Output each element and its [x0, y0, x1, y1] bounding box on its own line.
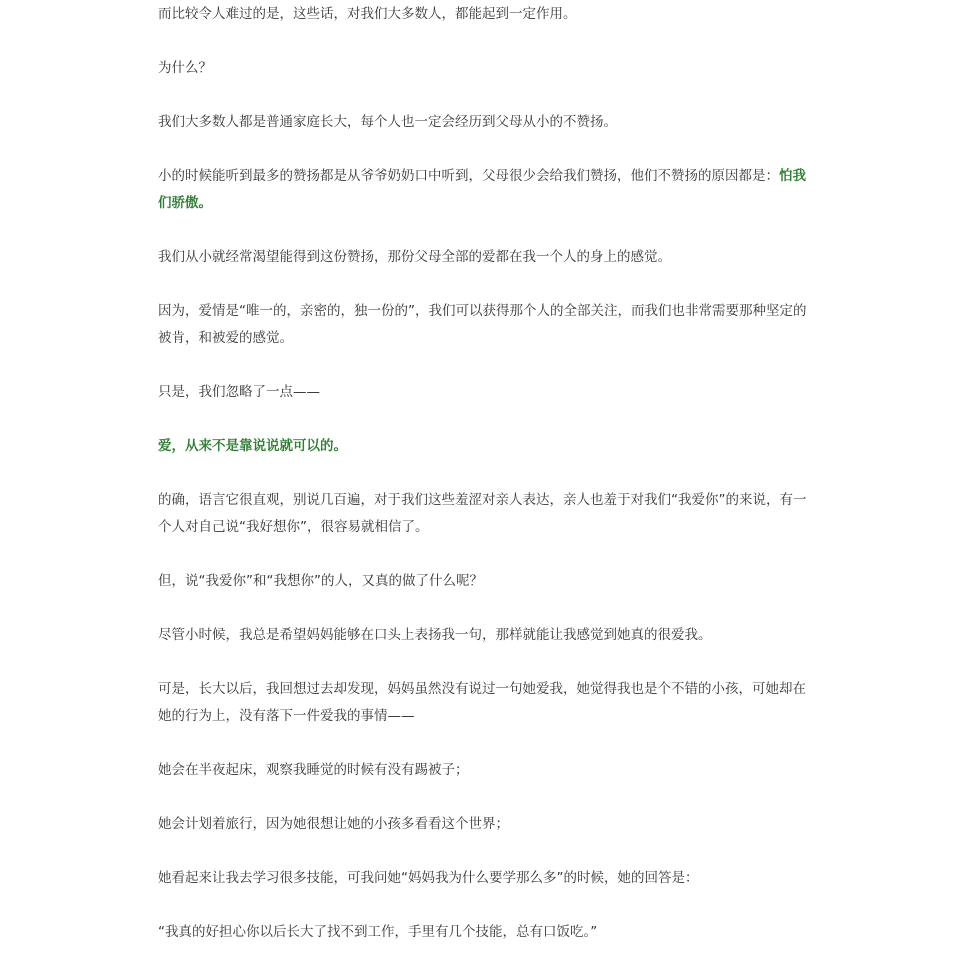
- paragraph: 她看起来让我去学习很多技能，可我问她“妈妈我为什么要学那么多”的时候，她的回答是：: [158, 870, 699, 886]
- paragraph: 我们大多数人都是普通家庭长大，每个人也一定会经历到父母从小的不赞扬。: [158, 114, 617, 130]
- paragraph: 为什么？: [158, 60, 212, 76]
- paragraph: 她会在半夜起床，观察我睡觉的时候有没有踢被子；: [158, 762, 469, 778]
- paragraph: 只是，我们忽略了一点——: [158, 384, 320, 400]
- paragraph: 小的时候能听到最多的赞扬都是从爷爷奶奶口中听到，父母很少会给我们赞扬，他们不赞扬的原因都是：怕我们骄傲。: [158, 168, 806, 211]
- paragraph: 我们从小就经常渴望能得到这份赞扬，那份父母全部的爱都在我一个人的身上的感觉。: [158, 249, 671, 265]
- paragraph: [158, 433, 810, 460]
- paragraph: 的确，语言它很直观，别说几百遍，对于我们这些羞涩对亲人表达，亲人也羞于对我们“我爱你”的来说，有一个人对自己说“我好想你”，很容易就相信了。: [158, 492, 807, 535]
- highlight-text: 爱，从来不是靠说说就可以的。: [158, 438, 347, 454]
- paragraph: 但，说“我爱你”和“我想你”的人，又真的做了什么呢？: [158, 573, 483, 589]
- paragraph: 因为，爱情是“唯一的，亲密的，独一份的”，我们可以获得那个人的全部关注，而我们也非常需要那种坚定的被肯，和被爱的感觉。: [158, 303, 807, 346]
- paragraph: 而比较令人难过的是，这些话，对我们大多数人，都能起到一定作用。: [158, 6, 577, 22]
- paragraph: 可是，长大以后，我回想过去却发现，妈妈虽然没有说过一句她爱我，她觉得我也是个不错的小孩，可她却在她的行为上，没有落下一件爱我的事情——: [158, 681, 806, 724]
- highlight-text: 怕我们骄傲。: [158, 168, 806, 211]
- paragraph: 尽管小时候，我总是希望妈妈能够在口头上表扬我一句，那样就能让我感觉到她真的很爱我。: [158, 627, 712, 643]
- paragraph: “我真的好担心你以后长大了找不到工作，手里有几个技能，总有口饭吃。”: [158, 924, 598, 940]
- paragraph: 她会计划着旅行，因为她很想让她的小孩多看看这个世界；: [158, 816, 509, 832]
